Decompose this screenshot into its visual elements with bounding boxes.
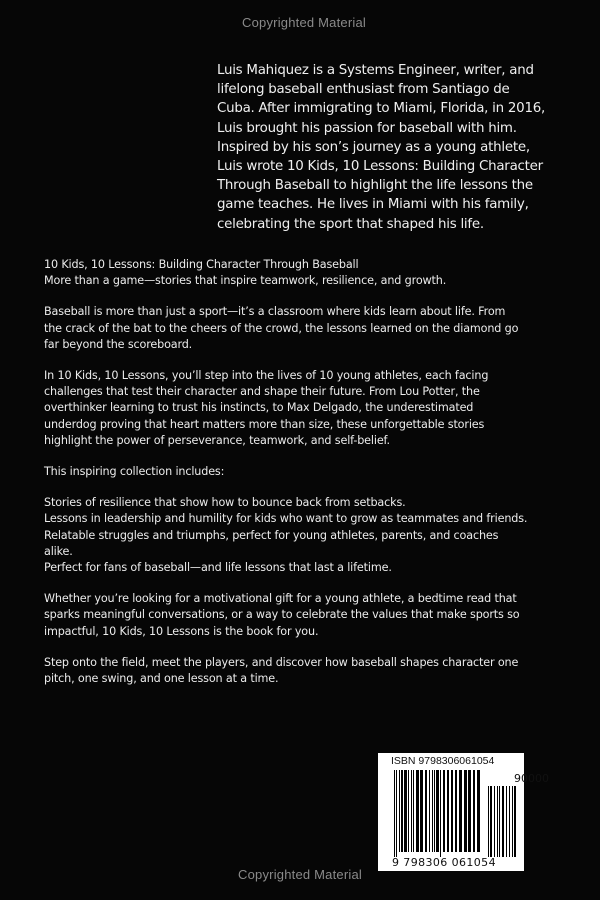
barcode-addon-bar [497,786,498,857]
barcode-bar [432,770,433,852]
book-title: 10 Kids, 10 Lessons: Building Character Through Baseball [44,258,359,271]
copyright-watermark-bottom: Copyrighted Material [238,867,362,882]
barcode-graphic [378,753,524,871]
barcode-bar [425,770,427,852]
text-line: Step onto the field, meet the players, and discover how baseball shapes character one [44,655,519,669]
text-line: highlight the power of perseverance, teamwork, and self-belief. [44,433,390,447]
text-line: challenges that test their character and shape their future. From Lou Potter, the [44,385,480,399]
barcode-bar [443,770,445,852]
barcode-bar [404,770,407,852]
paragraph-gift [44,591,574,640]
barcode-addon-bar [509,786,510,857]
barcode-bar [459,770,462,852]
text-line: overthinker learning to trust his instincts, to Max Delgado, the underestimated [44,401,474,415]
title-block [44,257,574,289]
list-item: Stories of resilience that show how to bounce back from setbacks. [44,496,406,510]
paragraph-athletes [44,368,574,449]
bio-line: Through Baseball to highlight the life lessons the [217,178,533,194]
barcode-addon-bar [490,786,492,857]
author-bio [217,61,572,234]
text-line: pitch, one swing, and one lesson at a time. [44,672,279,686]
barcode-bar [451,770,453,852]
barcode-bar [455,770,457,852]
barcode-addon-bar [512,786,513,857]
bio-line: Luis wrote 10 Kids, 10 Lessons: Building Character [217,159,543,175]
barcode-bar [408,770,409,852]
text-line: This inspiring collection includes: [44,465,225,479]
list-item: alike. [44,544,73,558]
barcode-bar [416,770,419,852]
bio-line: lifelong baseball enthusiast from Santiago de [217,82,510,98]
barcode-bar [429,770,430,852]
list-item: Relatable struggles and triumphs, perfect for young athletes, parents, and coaches [44,528,499,542]
list-item: Lessons in leadership and humility for kids who want to grow as teammates and friends. [44,512,528,526]
barcode-addon-bar [506,786,507,857]
barcode-addon-bar [514,786,516,857]
barcode-addon-bar [488,786,489,857]
barcode-bar [440,770,441,857]
barcode-bar [401,770,403,852]
text-line: Whether you’re looking for a motivational gift for a young athlete, a bedtime read that [44,592,517,606]
copyright-watermark-top: Copyrighted Material [242,15,366,30]
barcode-bar [420,770,423,852]
text-line: underdog proving that heart matters more than size, these unforgettable stories [44,417,485,431]
text-line: In 10 Kids, 10 Lessons, you’ll step into the lives of 10 young athletes, each facing [44,369,489,383]
bio-line: Cuba. After immigrating to Miami, Florida, in 2016, [217,101,545,117]
isbn-barcode [378,753,524,871]
bio-line: celebrating the sport that shaped his life. [217,216,484,232]
barcode-digits: 9 798306 061054 [392,856,496,869]
list-item: Perfect for fans of baseball—and life lessons that last a lifetime. [44,561,392,575]
barcode-bar [464,770,467,852]
barcode-bar [447,770,449,852]
barcode-bar [436,770,439,852]
list-intro [44,464,574,480]
barcode-bar [399,770,400,852]
barcode-bar [434,770,435,852]
bio-line: game teaches. He lives in Miami with his family, [217,197,529,213]
barcode-addon-bar [499,786,500,857]
text-line: Baseball is more than just a sport—it’s a classroom where kids learn about life. From [44,305,506,319]
book-tagline: More than a game—stories that inspire teamwork, resilience, and growth. [44,274,447,288]
barcode-bar [473,770,475,852]
barcode-bar [468,770,471,852]
text-line: far beyond the scoreboard. [44,337,193,351]
book-description [44,257,574,702]
barcode-bar [477,770,480,852]
paragraph-intro [44,304,574,353]
text-line: sparks meaningful conversations, or a way to celebrate the values that make sports so [44,608,520,622]
feature-list [44,495,574,576]
barcode-bar [411,770,412,852]
barcode-bar [413,770,414,852]
barcode-bar [396,770,397,857]
barcode-addon-bar [494,786,495,857]
paragraph-closing [44,655,574,687]
bio-line: Luis Mahiquez is a Systems Engineer, writer, and [217,63,534,78]
text-line: the crack of the bat to the cheers of the crowd, the lessons learned on the diamond go [44,321,519,335]
bio-line: Inspired by his son’s journey as a young athlete, [217,139,530,155]
price-code: 90000 [514,772,549,785]
bio-line: Luis brought his passion for baseball with him. [217,120,517,136]
barcode-addon-bar [502,786,504,857]
isbn-label: ISBN 9798306061054 [391,755,495,767]
text-line: impactful, 10 Kids, 10 Lessons is the book for you. [44,624,319,638]
barcode-bar [394,770,395,857]
